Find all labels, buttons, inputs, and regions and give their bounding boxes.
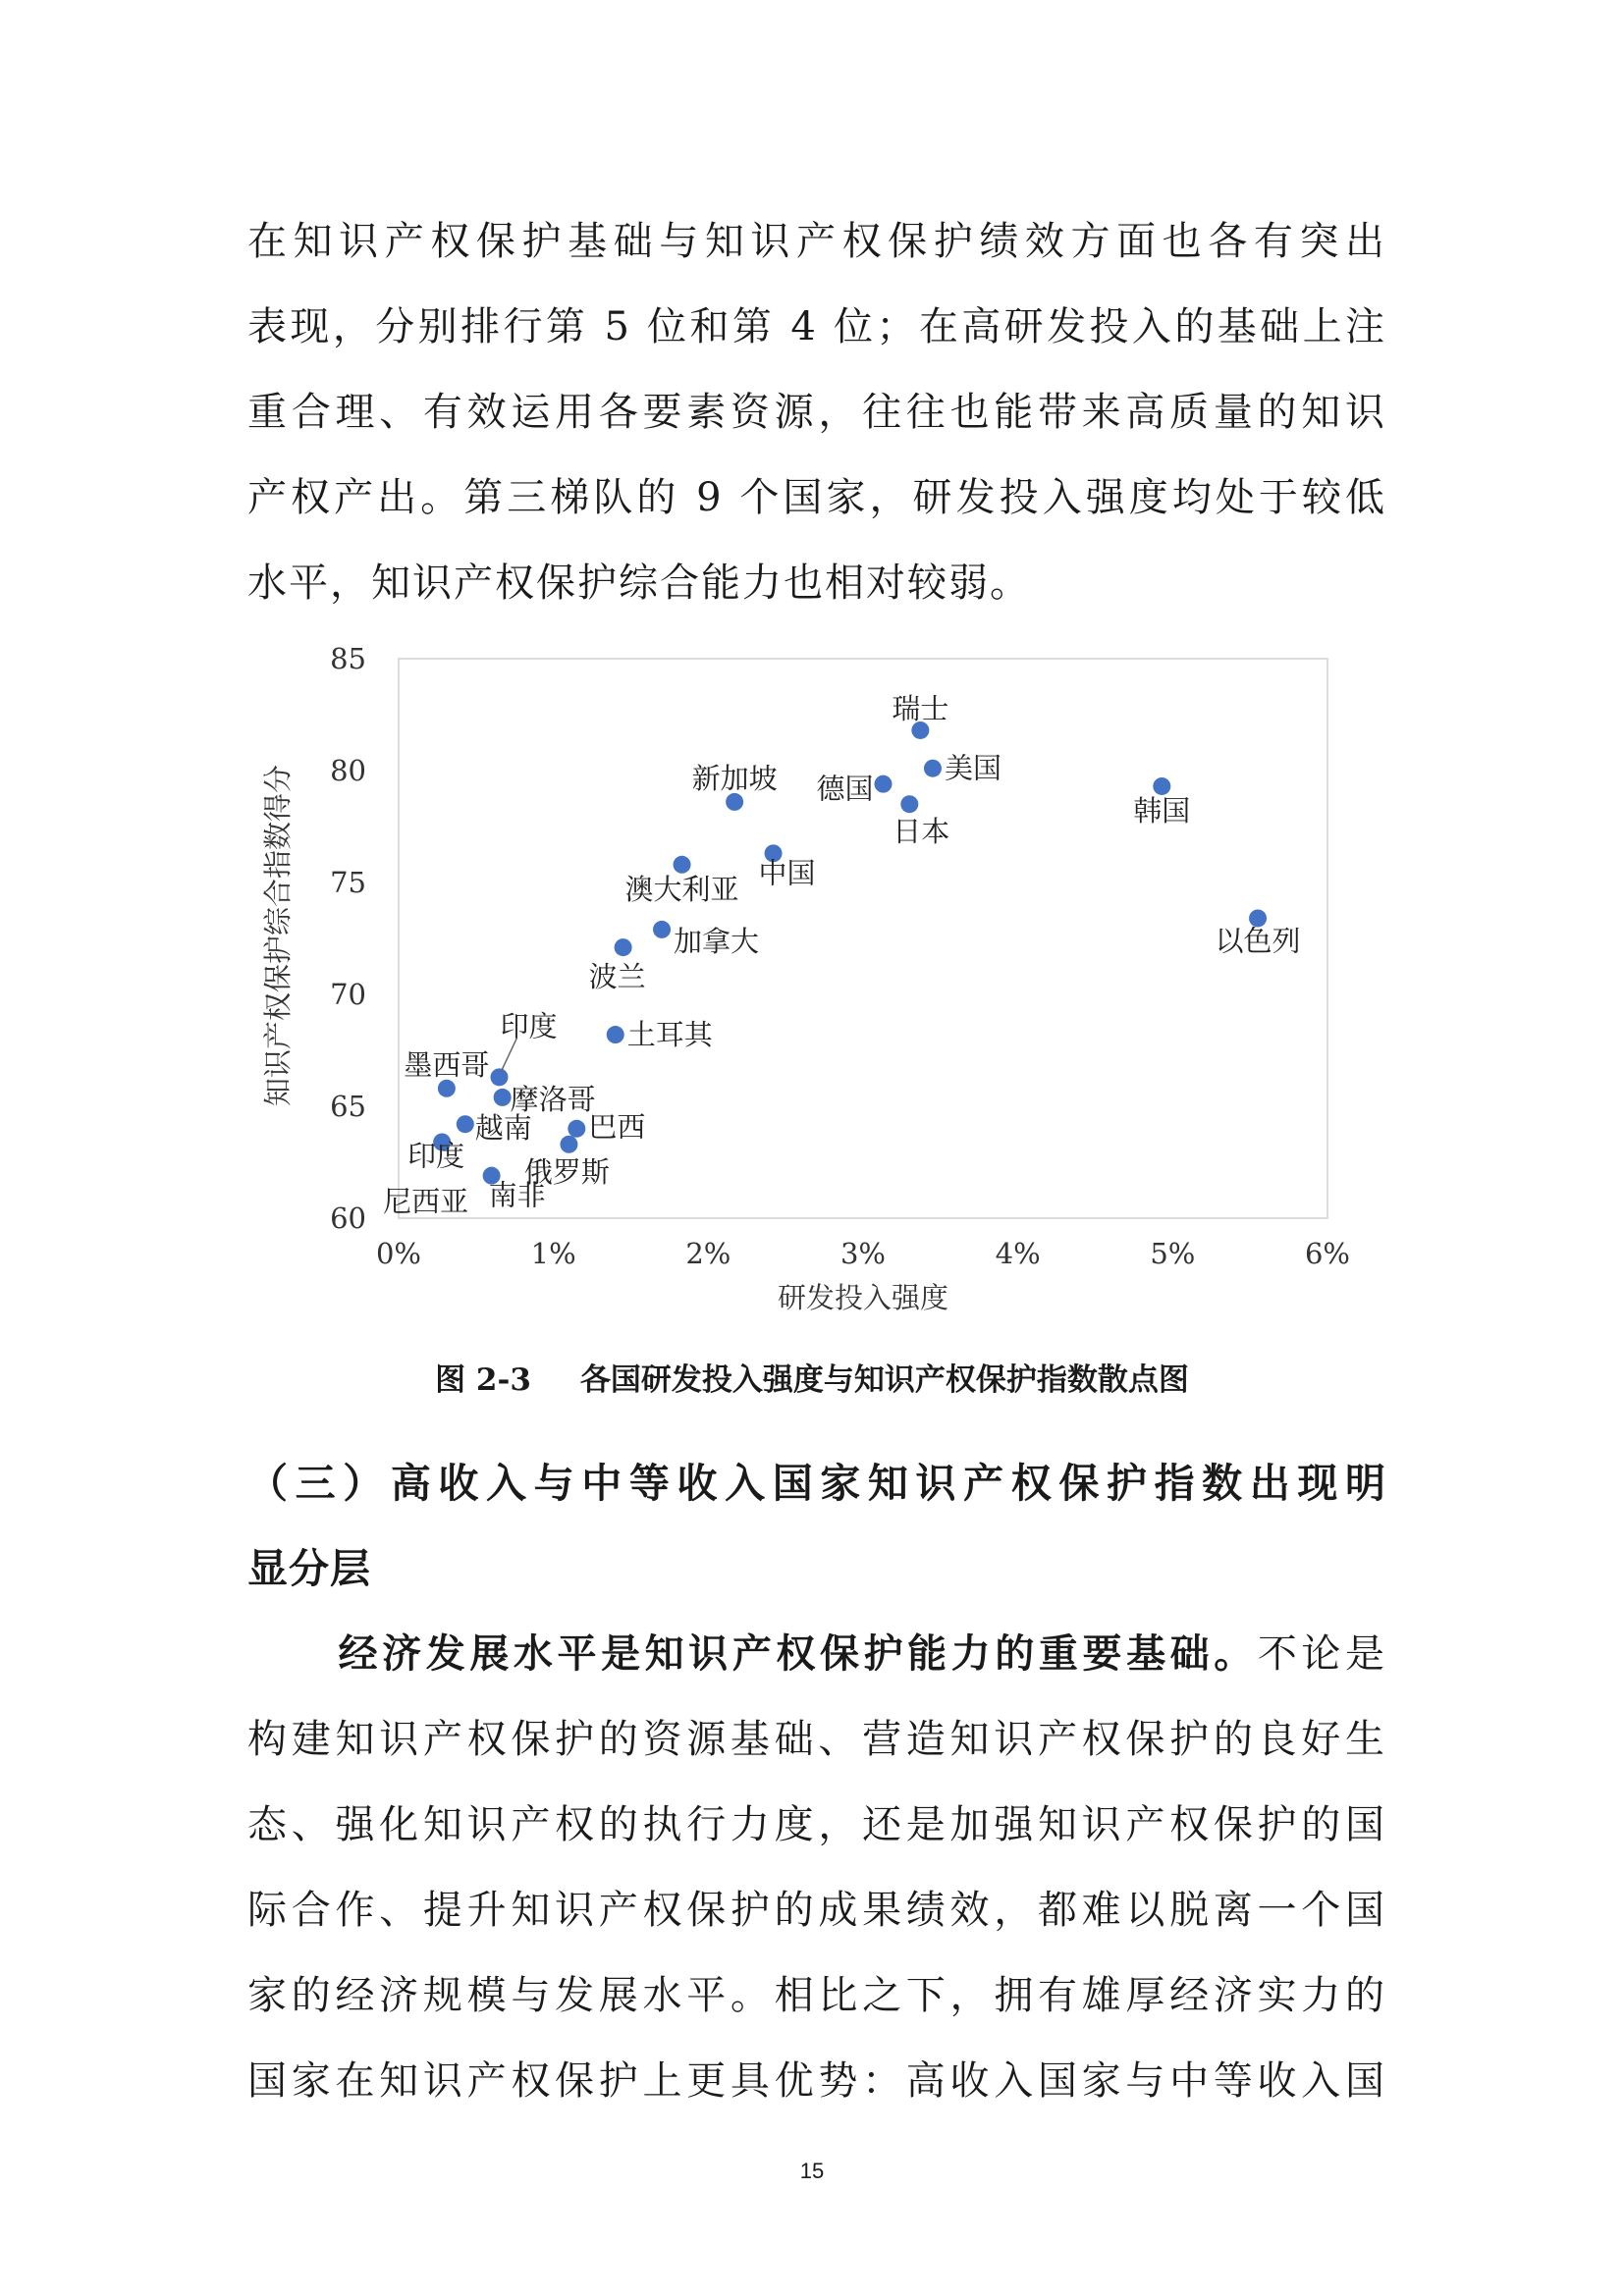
x-tick-label: 2% (685, 1237, 731, 1270)
y-tick-label: 70 (330, 978, 366, 1011)
point-label: 南非 (488, 1178, 546, 1212)
scatter-point (726, 793, 743, 811)
y-tick-label: 65 (330, 1090, 366, 1123)
scatter-point (494, 1089, 512, 1106)
figure-number: 图 2-3 (435, 1362, 531, 1398)
y-tick-label: 75 (330, 866, 366, 899)
point-label: 巴西 (588, 1109, 646, 1144)
lead-sentence: 经济发展水平是知识产权保护能力的重要基础。 (336, 1630, 1258, 1677)
x-tick-label: 6% (1304, 1237, 1351, 1270)
point-label: 美国 (944, 751, 1001, 785)
paragraph-line: 际合作、提升知识产权保护的成果绩效，都难以脱离一个国 (247, 1888, 1386, 1933)
point-label: 中国 (758, 856, 816, 890)
scatter-point (615, 938, 632, 956)
scatter-point (490, 1068, 508, 1086)
scatter-point (457, 1115, 474, 1133)
paragraph-line: 家的经济规模与发展水平。相比之下，拥有雄厚经济实力的 (247, 1973, 1386, 2018)
point-label: 印度 (407, 1139, 465, 1173)
point-label: 韩国 (1133, 793, 1191, 828)
point-label: 土耳其 (626, 1018, 713, 1052)
scatter-point (674, 856, 691, 874)
figure-title: 各国研发投入强度与知识产权保护指数散点图 (579, 1362, 1189, 1398)
paragraph-line: 水平，知识产权保护综合能力也相对较弱。 (247, 561, 1031, 606)
y-tick-label: 85 (330, 642, 366, 675)
x-tick-label: 4% (995, 1237, 1041, 1270)
y-axis-label: 知识产权保护综合指数得分 (261, 764, 295, 1107)
point-label: 摩洛哥 (510, 1082, 596, 1116)
scatter-point (607, 1026, 624, 1043)
scatter-point (653, 921, 671, 938)
point-label: 俄罗斯 (523, 1154, 610, 1189)
paragraph-line: 态、强化知识产权的执行力度，还是加强知识产权保护的国 (247, 1802, 1386, 1847)
paragraph-line: 国家在知识产权保护上更具优势：高收入国家与中等收入国 (247, 2058, 1386, 2104)
label-leader-line (501, 1038, 516, 1071)
plot-area (399, 659, 1327, 1218)
point-label: 加拿大 (674, 924, 760, 958)
point-label: 墨西哥 (404, 1047, 490, 1082)
x-tick-label: 0% (375, 1237, 422, 1270)
scatter-point (900, 795, 918, 813)
point-label: 波兰 (588, 960, 646, 994)
section-heading-cont: 显分层 (247, 1545, 371, 1592)
point-label: 德国 (816, 772, 874, 806)
point-label: 尼西亚 (383, 1185, 469, 1219)
paragraph-line: 重合理、有效运用各要素资源，往往也能带来高质量的知识 (247, 390, 1386, 435)
point-label: 印度 (500, 1009, 558, 1043)
y-tick-label: 80 (330, 754, 366, 787)
scatter-point (874, 775, 892, 793)
paragraph-line (247, 1627, 1386, 1682)
scatter-point (568, 1120, 585, 1138)
y-tick-label: 60 (330, 1201, 366, 1235)
scatter-point (1153, 777, 1170, 795)
point-label: 以色列 (1215, 924, 1301, 958)
page-number: 15 (799, 2159, 825, 2183)
scatter-point (438, 1080, 456, 1097)
x-axis-label: 研发投入强度 (777, 1281, 949, 1314)
x-tick-label: 5% (1150, 1237, 1196, 1270)
scatter-point (924, 760, 942, 777)
paragraph-text: 不论是 (1257, 1631, 1387, 1677)
point-label: 澳大利亚 (624, 872, 739, 906)
point-label: 越南 (474, 1111, 532, 1146)
x-tick-label: 3% (839, 1237, 887, 1270)
paragraph-line: 产权产出。第三梯队的 9 个国家，研发投入强度均处于较低 (247, 475, 1386, 520)
paragraph-line: 构建知识产权保护的资源基础、营造知识产权保护的良好生 (247, 1717, 1386, 1762)
figure-caption (0, 1355, 1624, 1399)
point-label: 新加坡 (691, 761, 778, 795)
scatter-point (560, 1136, 577, 1153)
paragraph-line: 表现，分别排行第 5 位和第 4 位；在高研发投入的基础上注 (247, 304, 1386, 349)
paragraph-line: 在知识产权保护基础与知识产权保护绩效方面也各有突出 (247, 219, 1386, 264)
point-label: 日本 (893, 815, 950, 849)
x-tick-label: 1% (530, 1237, 576, 1270)
point-label: 瑞士 (892, 691, 949, 725)
section-heading: （三）高收入与中等收入国家知识产权保护指数出现明 (247, 1460, 1386, 1507)
